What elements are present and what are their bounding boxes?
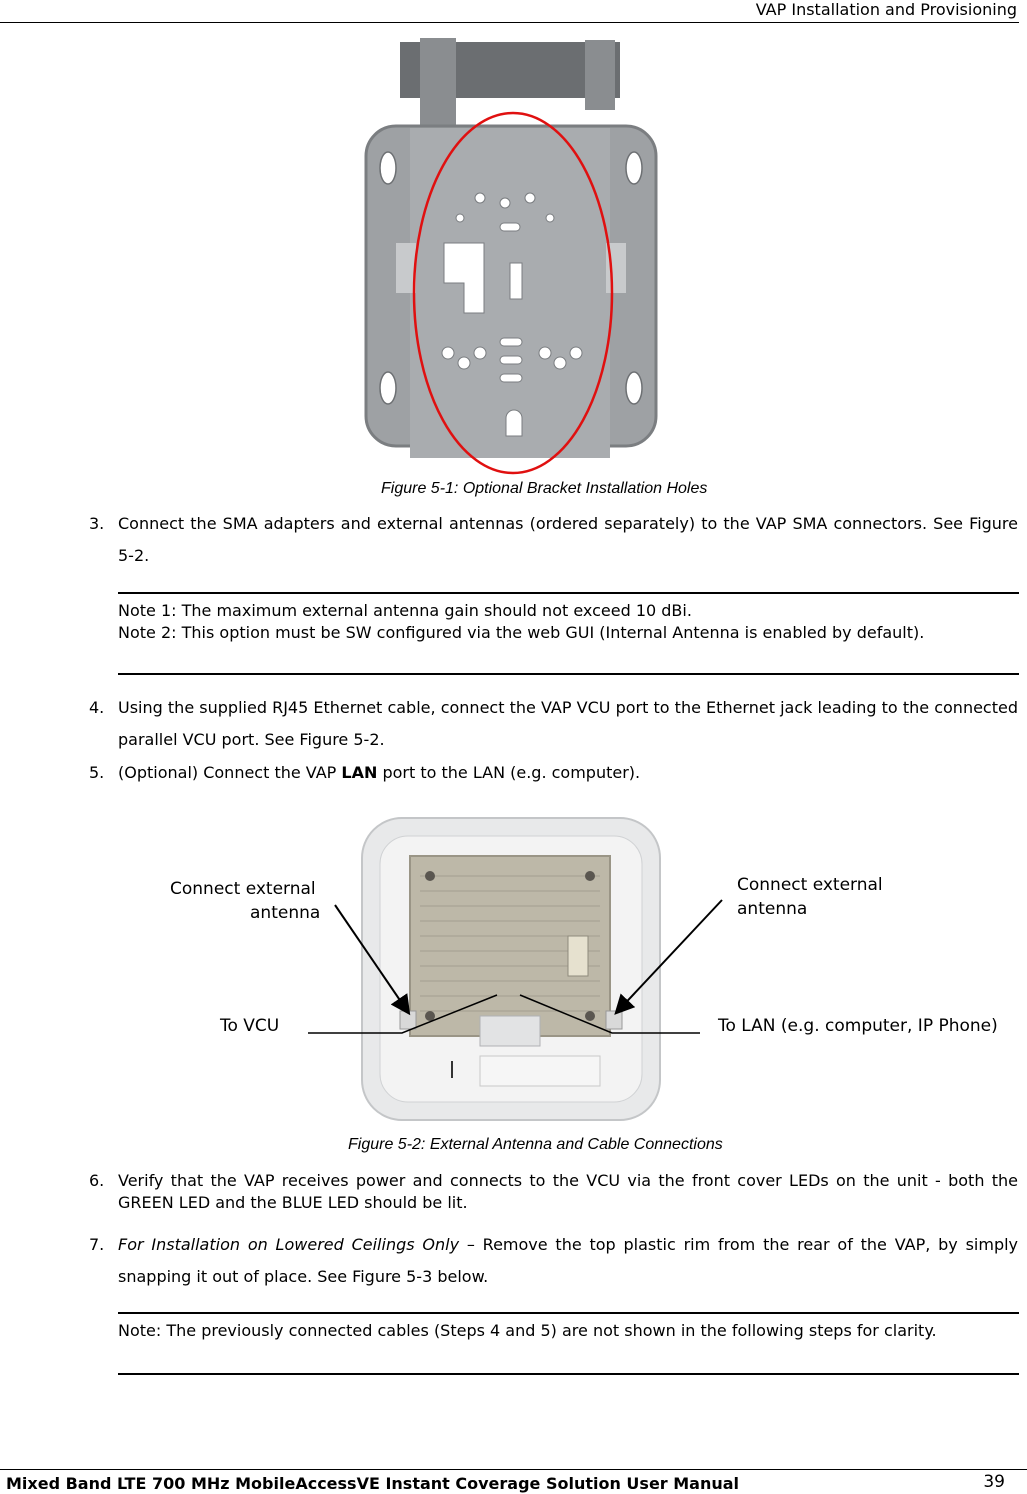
step7-body: – Remove the top plastic rim from the rear of the VAP, by simply snapping it out of place. See Figure 5-3 below. — [118, 1235, 1019, 1286]
note1-line1: Note 1: The maximum external antenna gain should not exceed 10 dBi. — [118, 601, 692, 620]
arrow-left-antenna — [335, 905, 408, 1012]
step7-text — [118, 1229, 1018, 1293]
step4-number: 4. — [89, 698, 105, 717]
label-left-antenna-1: Connect external — [170, 879, 316, 899]
running-header: VAP Installation and Provisioning — [755, 0, 1017, 19]
step5-number: 5. — [89, 763, 105, 782]
note2-rule-bottom — [118, 1373, 1019, 1375]
note1-line2: Note 2: This option must be SW configured via the web GUI (Internal Antenna is enabled by default). — [118, 623, 925, 642]
figure1-caption: Figure 5-1: Optional Bracket Installation Holes — [381, 480, 708, 497]
step5-lan-bold: LAN — [341, 763, 378, 782]
label-right-antenna-1: Connect external — [737, 875, 883, 895]
footer-title: Mixed Band LTE 700 MHz MobileAccessVE Instant Coverage Solution User Manual — [6, 1474, 740, 1493]
label-to-lan: To LAN (e.g. computer, IP Phone) — [718, 1016, 998, 1036]
footer-rule — [0, 1469, 1027, 1470]
page-number: 39 — [983, 1472, 1005, 1492]
leader-to-vcu — [308, 995, 497, 1033]
step5-suffix: port to the LAN (e.g. computer). — [377, 763, 641, 782]
step6-text: Verify that the VAP receives power and connects to the VCU via the front cover LEDs on the unit - both the GREEN LED and the BLUE LED should be lit. — [118, 1171, 1018, 1212]
arrow-right-antenna — [617, 900, 722, 1012]
step3-text: Connect the SMA adapters and external antennas (ordered separately) to the VAP SMA connectors. See Figure 5-2. — [118, 514, 1018, 565]
figure2-caption: Figure 5-2: External Antenna and Cable Connections — [348, 1136, 723, 1153]
note2-text: Note: The previously connected cables (Steps 4 and 5) are not shown in the following steps for clarity. — [118, 1321, 937, 1340]
label-left-antenna-2: antenna — [250, 903, 321, 923]
step6-number: 6. — [89, 1171, 105, 1190]
step5-prefix: (Optional) Connect the VAP — [118, 763, 342, 782]
step7-italic: For Installation on Lowered Ceilings Only — [118, 1235, 460, 1254]
step3-number: 3. — [89, 514, 105, 533]
label-to-vcu: To VCU — [220, 1016, 280, 1036]
leader-to-lan — [520, 995, 700, 1033]
note2-rule-top — [118, 1312, 1019, 1314]
label-right-antenna-2: antenna — [737, 899, 808, 919]
step4-text: Using the supplied RJ45 Ethernet cable, connect the VAP VCU port to the Ethernet jack leading to the connected parallel VCU port. See Figure 5-2. — [118, 698, 1018, 749]
step7-number: 7. — [89, 1235, 105, 1254]
